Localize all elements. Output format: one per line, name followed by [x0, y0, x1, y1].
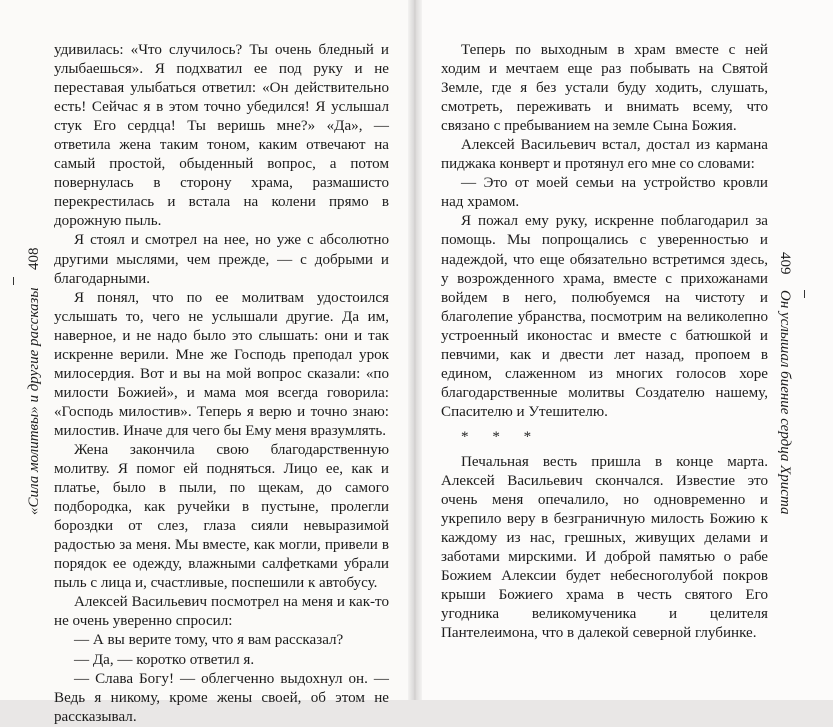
paragraph: Я стоял и смотрел на нее, но уже с абсолютно другими мыслями, чем прежде, — с добрыми и благодарными. — [54, 232, 389, 287]
paragraph: Теперь по выходным в храм вместе с ней ходим и мечтаем еще раз побывать на Святой Земле, где я без устали буду ходить, слушать, смотреть, переживать и внимать всему, что связано с пребыванием на земле Сына Божия. — [441, 42, 768, 135]
right-body-text — [441, 41, 768, 643]
paragraph: Я пожал ему руку, искренне поблагодарил за помощь. Мы попрощались с уверенностью и надеждой, что еще обязательно встретимся здесь, у возрожденного храма, вместе с прихожанами войдем в него, полюбуемся на чистоту и благолепие убранства, посмотрим на великолепно устроенный иконостас и вместе с батюшкой и певчими, как и двести лет назад, пропоем в едином, слаженном из многих голосов хоре благодарственные молитвы Создателю нашему, Спасителю и Утешителю. — [441, 213, 768, 420]
right-divider — [804, 290, 805, 298]
paragraph: удивилась: «Что случилось? Ты очень бледный и улыбаешься». Я подхватил ее под руку и не переставая улыбаться ответил: «Он действительно есть! Сейчас я в этом точно убедился! Я услышал стук Его сердца! Ты веришь мне?» «Да», — ответила жена таким тоном, каким отвечают на самый простой, обыденный вопрос, а потом повернулась в сторону храма, размашисто перекрестилась и встала на колени прямо в дорожную пыль. — [54, 42, 389, 230]
left-body-text — [54, 41, 389, 727]
paragraph: Алексей Васильевич встал, достал из кармана пиджака конверт и протянул его мне со словами: — [441, 137, 768, 173]
paragraph: — А вы верите тому, что я вам рассказал? — [74, 632, 344, 649]
paragraph: Печальная весть пришла в конце марта. Алексей Васильевич скончался. Известие это очень меня опечалило, но одновременно и укрепило веру в безграничную милость Божию к каждому из нас, грешных, живущих делами и заботами мирскими. И доброй памятью о рабе Божием Алексии будет небесноголубой покров крыши Божиего храма в честь святого Его угодника великомученика и целителя Пантелеимона, что в далекой северной глубинке. — [441, 453, 768, 642]
section-separator: * * * — [461, 428, 542, 445]
paragraph: Жена закончила свою благодарственную молитву. Я помог ей подняться. Лицо ее, как и платье, было в пыли, по щекам, до самого подбородка, как ручейки в пустыне, пролегли бороздки от слез, глаза сияли невыразимой радостью за меня. Мы вместе, как могли, привели в порядок ее одежду, влажными салфетками убрали пыль с лица и, счастливые, поспешили к автобусу. — [54, 441, 389, 592]
right-page-number: 409 — [777, 252, 793, 275]
book-gutter — [408, 0, 422, 700]
left-page-number: 408 — [26, 247, 42, 270]
paragraph: Я понял, что по ее молитвам удостоился услышать то, чего не услышали другие. Да им, наверное, и не надо было это слышать: они и так искренне верили. Мне же Господь преподал урок милосердия. Вот и вы на мой вопрос сказали: «по милости Божией», и мама моя всегда говорила: «Господь милостив». Теперь я верю и точно знаю: милостив. Иначе для чего бы Ему меня вразумлять. — [54, 289, 389, 439]
paragraph: — Слава Богу! — облегченно выдохнул он. — Ведь я никому, кроме жены своей, об этом не рассказывал. — [54, 670, 389, 725]
left-running-head: «Сила молитвы» и другие рассказы — [26, 287, 42, 515]
paragraph: — Это от моей семьи на устройство кровли над храмом. — [441, 175, 768, 211]
left-divider — [13, 277, 14, 285]
paragraph: Алексей Васильевич посмотрел на меня и как-то не очень уверенно спросил: — [54, 594, 389, 630]
paragraph: — Да, — коротко ответил я. — [74, 651, 255, 668]
right-running-head: Он услышал биение сердца Христа — [777, 290, 793, 515]
